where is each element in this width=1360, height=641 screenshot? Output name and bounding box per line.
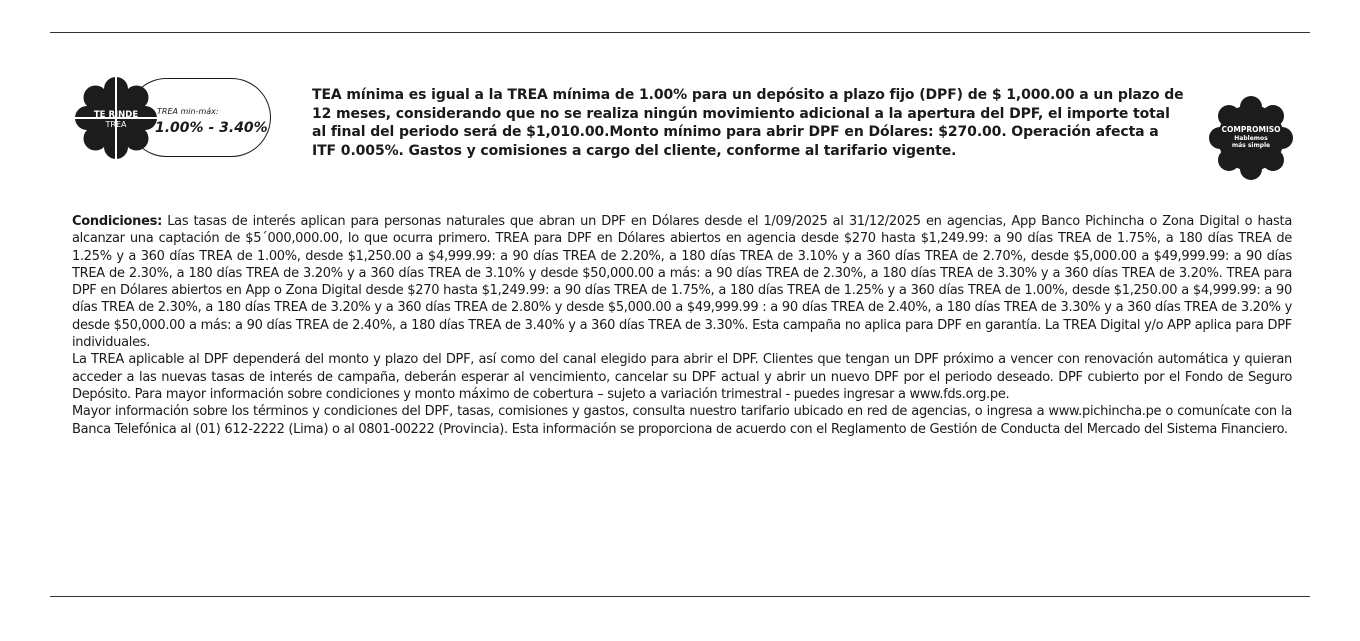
bottom-divider bbox=[50, 596, 1310, 597]
conditions-paragraph-3: Mayor información sobre los términos y condiciones del DPF, tasas, comisiones y gastos, consulta nuestro tarifario ubicado en red de agencias, o ingresa a www.pichincha.pe o comunícate con la Banca Telefónica al (01) 612-2222 (Lima) o al 0801-00222 (Provincia). Esta información se proporciona de acuerdo con el Reglamento de Gestión de Conducta del Mercado del Sistema Financiero. bbox=[72, 404, 1292, 437]
te-rinde-text: TE RINDE bbox=[93, 110, 139, 120]
conditions-section bbox=[72, 213, 1292, 438]
compromiso-line2: más simple bbox=[1231, 142, 1271, 149]
trea-range-label: TREA min-máx: bbox=[157, 107, 219, 116]
compromiso-title: COMPROMISO bbox=[1221, 125, 1281, 134]
conditions-paragraph-1 bbox=[72, 213, 1292, 351]
compromiso-line1: Hablemos bbox=[1234, 135, 1268, 142]
compromiso-seal bbox=[1208, 95, 1294, 181]
conditions-heading: Condiciones: bbox=[72, 214, 162, 229]
compromiso-seal-text bbox=[1208, 125, 1294, 149]
conditions-paragraph-2: La TREA aplicable al DPF dependerá del monto y plazo del DPF, así como del canal elegido para abrir el DPF. Clientes que tengan un DPF próximo a vencer con renovación automática y quieran acceder a las nuevas tasas de interés de campaña, deberán esperar al vencimiento, cancelar su DPF actual y abrir un nuevo DPF por el periodo deseado. DPF cubierto por el Fondo de Seguro Depósito. Para mayor información sobre condiciones y monto máximo de cobertura – sujeto a variación trimestral - puedes ingresar a www.fds.org.pe. bbox=[72, 352, 1292, 402]
te-rinde-seal-text bbox=[75, 110, 157, 130]
trea-range-value: 1.00% - 3.40% bbox=[155, 120, 268, 136]
conditions-body-1: Las tasas de interés aplican para personas naturales que abran un DPF en Dólares desde el 1/09/2025 al 31/12/2025 en agencias, App Banco Pichincha o Zona Digital o hasta alcanzar una captación de $5´000,000.00, lo que ocurra primero. TREA para DPF en Dólares abiertos en agencia desde $270 hasta $1,249.99: a 90 días TREA de 1.75%, a 180 días TREA de 1.25% y a 360 días TREA de 1.00%, desde $1,250.00 a $4,999.99: a 90 días TREA de 2.20%, a 180 días TREA de 3.10% y a 360 días TREA de 2.70%, desde $5,000.00 a $49,999.99: a 90 días TREA de 2.30%, a 180 días TREA de 3.20% y a 360 días TREA de 3.10% y desde $50,000.00 a más: a 90 días TREA de 2.30%, a 180 días TREA de 3.30% y a 360 días TREA de 3.20%. TREA para DPF en Dólares abiertos en App o Zona Digital desde $270 hasta $1,249.99: a 90 días TREA de 1.75%, a 180 días TREA de 1.25% y a 360 días TREA de 1.00%, desde $1,250.00 a $4,999.99: a 90 días TREA de 2.30%, a 180 días TREA de 3.20% y a 360 días TREA de 2.80% y desde $5,000.00 a $49,999.99 : a 90 días TREA de 2.40%, a 180 días TREA de 3.30% y a 360 días TREA de 3.20% y desde $50,000.00 a más: a 90 días TREA de 2.40%, a 180 días TREA de 3.40% y a 360 días TREA de 3.30%. Esta campaña no aplica para DPF en garantía. La TREA Digital y/o APP aplica para DPF individuales. bbox=[72, 214, 1292, 351]
headline-disclosure: TEA mínima es igual a la TREA mínima de 1.00% para un depósito a plazo fijo (DPF) de $ 1,000.00 a un plazo de 12 meses, considerando que no se realiza ningún movimiento adicional a la apertura del DPF, el importe total al final del periodo será de $1,010.00.Monto mínimo para abrir DPF en Dólares: $270.00. Operación afecta a ITF 0.005%. Gastos y comisiones a cargo del cliente, conforme al tarifario vigente. bbox=[312, 87, 1184, 159]
trea-text: TREA bbox=[105, 120, 127, 129]
trea-badge bbox=[75, 77, 273, 160]
top-divider bbox=[50, 32, 1310, 33]
